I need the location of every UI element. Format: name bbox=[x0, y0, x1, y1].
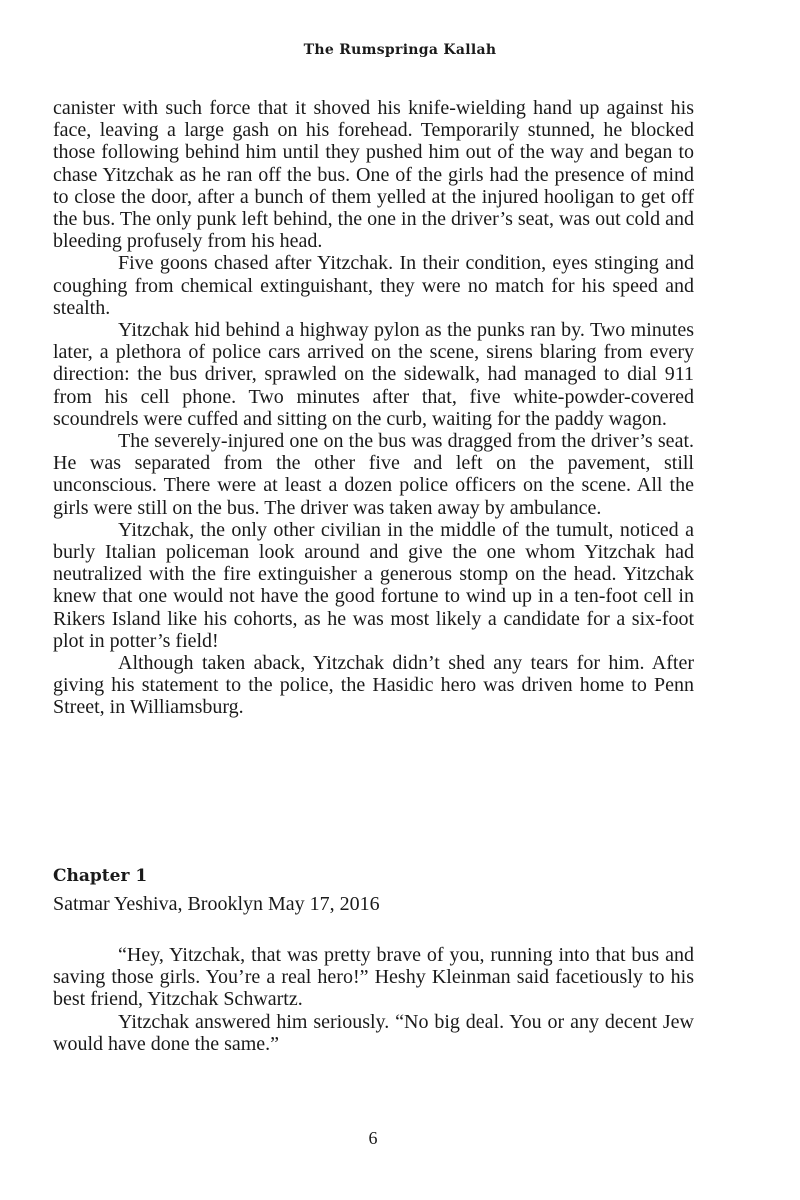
paragraph: Five goons chased after Yitzchak. In their condition, eyes stinging and coughing from chemical extinguishant, they were no match for his speed and stealth. bbox=[53, 252, 694, 319]
section-body bbox=[53, 97, 694, 719]
paragraph: Yitzchak answered him seriously. “No big deal. You or any decent Jew would have done the same.” bbox=[53, 1010, 694, 1055]
paragraph: Yitzchak hid behind a highway pylon as the punks ran by. Two minutes later, a plethora of police cars arrived on the scene, sirens blaring from every direction: the bus driver, sprawled on the sidewalk, had managed to dial 911 from his cell phone. Two minutes after that, five white-powder-covered scoundrels were cuffed and sitting on the curb, waiting for the paddy wagon. bbox=[53, 319, 694, 430]
chapter-subtitle: Satmar Yeshiva, Brooklyn May 17, 2016 bbox=[53, 893, 380, 915]
chapter-title: Chapter 1 bbox=[53, 866, 148, 886]
paragraph: Yitzchak, the only other civilian in the middle of the tumult, noticed a burly Italian policeman look around and give the one whom Yitzchak had neutralized with the fire extinguisher a generous stomp on the head. Yitzchak knew that one would not have the good fortune to wind up in a ten-foot cell in Rikers Island like his cohorts, as he was most likely a candidate for a six-foot plot in potter’s field! bbox=[53, 518, 694, 652]
page-number: 6 bbox=[368, 1128, 378, 1148]
paragraph: The severely-injured one on the bus was dragged from the driver’s seat. He was separated from the other five and left on the pavement, still unconscious. There were at least a dozen police officers on the scene. All the girls were still on the bus. The driver was taken away by ambulance. bbox=[53, 430, 694, 519]
paragraph: canister with such force that it shoved his knife-wielding hand up against his face, leaving a large gash on his forehead. Temporarily stunned, he blocked those following behind him until they pushed him out of the way and began to chase Yitzchak as he ran off the bus. One of the girls had the presence of mind to close the door, after a bunch of them yelled at the injured hooligan to get off the bus. The only punk left behind, the one in the driver’s seat, was out cold and bleeding profusely from his head. bbox=[53, 97, 694, 253]
running-header: The Rumspringa Kallah bbox=[303, 42, 497, 58]
paragraph: “Hey, Yitzchak, that was pretty brave of you, running into that bus and saving those girls. You’re a real hero!” Heshy Kleinman said facetiously to his best friend, Yitzchak Schwartz. bbox=[53, 944, 694, 1011]
chapter-body bbox=[53, 944, 694, 1055]
paragraph: Although taken aback, Yitzchak didn’t shed any tears for him. After giving his statement to the police, the Hasidic hero was driven home to Penn Street, in Williamsburg. bbox=[53, 652, 694, 719]
